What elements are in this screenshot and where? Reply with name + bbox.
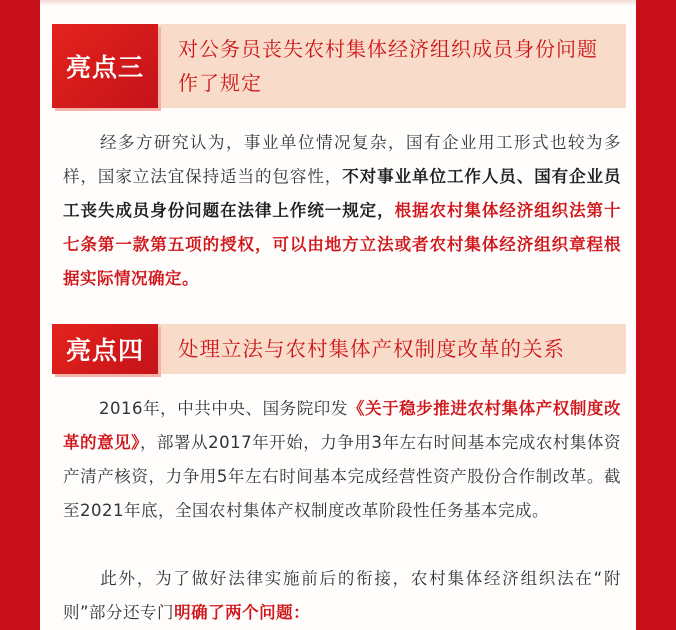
section-three-title: 对公务员丧失农村集体经济组织成员身份问题作了规定 xyxy=(178,37,598,95)
section-three-text-highlight: 根据农村集体经济组织法第十七条第一款第五项的授权，可以由地方立法或者农村集体经济组织章程根据实际情况确定。 xyxy=(63,201,622,288)
section-four-header xyxy=(52,324,626,374)
section-four-text-normal: 此外，为了做好法律实施前后的衔接，农村集体经济组织法在“附则”部分还专门 xyxy=(63,569,621,622)
section-three-text-bold: 不对事业单位工作人员、国有企业员工丧失成员身份问题在法律上作统一规定， xyxy=(63,167,622,220)
panel-top-edge xyxy=(40,0,636,6)
section-three-paragraph xyxy=(63,126,621,296)
section-three-badge: 亮点三 xyxy=(52,24,158,108)
section-four-text-rest: ，部署从2017年开始，力争用3年左右时间基本完成农村集体资产清产核资，力争用5年左右时间基本完成经营性资产股份合作制改革。截至2021年底，全国农村集体产权制度改革阶段性任务基本完成。 xyxy=(63,433,621,520)
section-three-header xyxy=(52,24,626,108)
section-four-paragraph-two xyxy=(63,562,621,630)
section-four-document-title: 《关于稳步推进农村集体产权制度改革的意见》 xyxy=(63,399,621,452)
section-four-paragraph-one xyxy=(63,392,621,528)
section-four-text-highlight: 明确了两个问题： xyxy=(174,603,311,622)
section-four-title: 处理立法与农村集体产权制度改革的关系 xyxy=(178,337,565,361)
section-four-text-lead: 2016年，中共中央、国务院印发 xyxy=(99,399,348,418)
section-three-text-normal: 经多方研究认为，事业单位情况复杂，国有企业用工形式也较为多样，国家立法宜保持适当的包容性， xyxy=(63,133,621,186)
section-four-badge: 亮点四 xyxy=(52,324,158,374)
